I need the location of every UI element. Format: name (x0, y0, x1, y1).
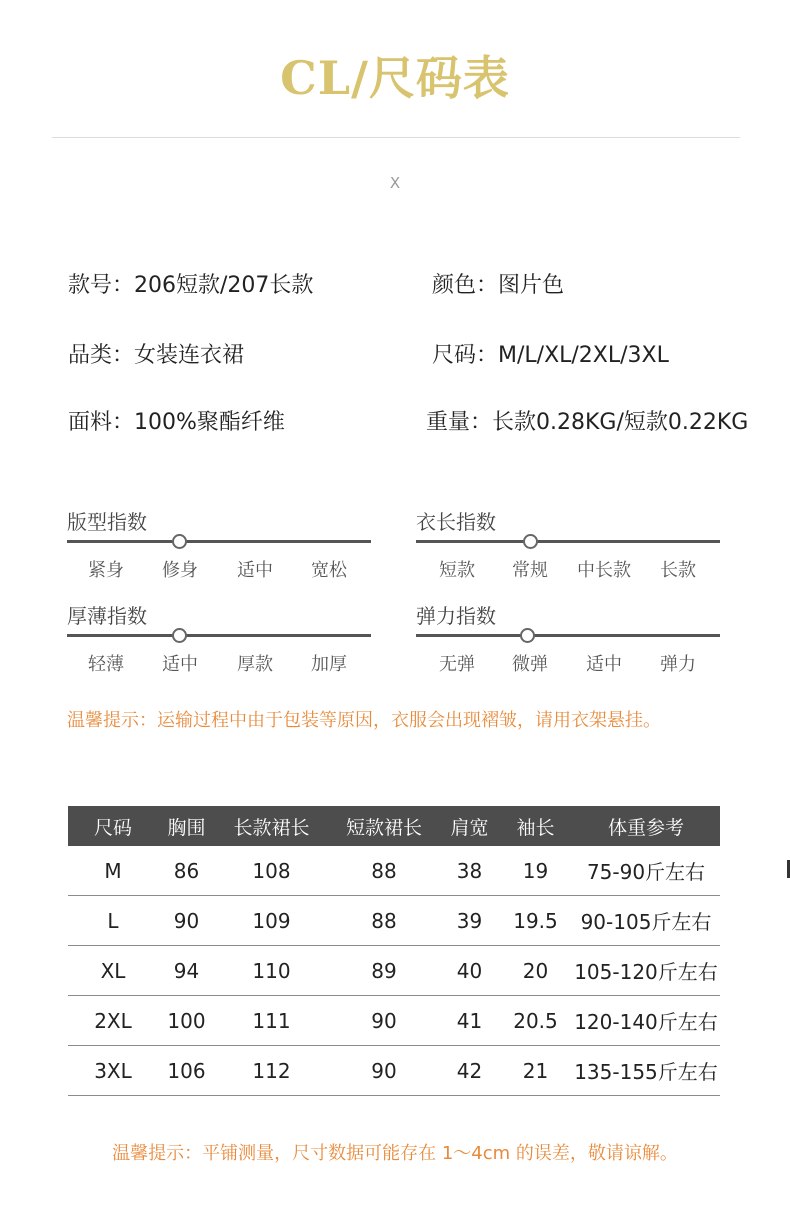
table-cell: 88 (328, 846, 440, 896)
column-header: 尺码 (68, 806, 158, 846)
table-row (68, 946, 720, 996)
scale-length (416, 506, 720, 586)
table-cell: L (68, 896, 158, 946)
shipping-tip: 温馨提示：运输过程中由于包装等原因，衣服会出现褶皱，请用衣架悬挂。 (67, 710, 661, 731)
scale-label: 弹力 (660, 654, 696, 675)
title-divider (52, 137, 740, 138)
table-cell: 20 (499, 946, 572, 996)
info-fabric: 面料：100%聚酯纤维 (68, 410, 285, 435)
column-header: 袖长 (499, 806, 572, 846)
scale-track (67, 634, 371, 637)
table-row (68, 1046, 720, 1096)
table-cell: 3XL (68, 1046, 158, 1096)
table-cell: 42 (440, 1046, 499, 1096)
table-cell: 94 (158, 946, 215, 996)
table-row (68, 996, 720, 1046)
table-cell: 105-120斤左右 (572, 946, 720, 996)
table-cell: 112 (215, 1046, 328, 1096)
measurement-tip: 温馨提示：平铺测量，尺寸数据可能存在 1～4cm 的误差，敬请谅解。 (112, 1143, 678, 1164)
table-cell: 90 (158, 896, 215, 946)
column-header: 胸围 (158, 806, 215, 846)
scale-title: 厚薄指数 (67, 604, 147, 628)
info-color: 颜色：图片色 (432, 273, 565, 298)
scale-track (416, 634, 720, 637)
column-header: 体重参考 (572, 806, 720, 846)
scale-fit (67, 506, 371, 586)
table-cell: 19 (499, 846, 572, 896)
table-cell: 2XL (68, 996, 158, 1046)
scale-label: 紧身 (88, 560, 124, 581)
table-header-row (68, 806, 720, 846)
scale-track (416, 540, 720, 543)
info-style-no: 款号：206短款/207长款 (68, 273, 314, 298)
scale-label: 适中 (237, 560, 273, 581)
table-cell: 90 (328, 1046, 440, 1096)
column-header: 肩宽 (440, 806, 499, 846)
scale-indicator (172, 628, 187, 643)
table-cell: 100 (158, 996, 215, 1046)
table-cell: 110 (215, 946, 328, 996)
table-cell: 109 (215, 896, 328, 946)
table-cell: 86 (158, 846, 215, 896)
table-cell: 108 (215, 846, 328, 896)
scale-label: 中长款 (577, 560, 631, 581)
table-cell: 111 (215, 996, 328, 1046)
table-row (68, 896, 720, 946)
table-cell: 20.5 (499, 996, 572, 1046)
table-cell: 88 (328, 896, 440, 946)
info-weight: 重量：长款0.28KG/短款0.22KG (426, 410, 749, 435)
table-cell: 38 (440, 846, 499, 896)
scale-label: 修身 (162, 560, 198, 581)
column-header: 短款裙长 (328, 806, 440, 846)
table-cell: 89 (328, 946, 440, 996)
scale-label: 加厚 (311, 654, 347, 675)
info-category: 品类：女装连衣裙 (68, 343, 245, 368)
table-cell: M (68, 846, 158, 896)
scale-label: 厚款 (237, 654, 273, 675)
scale-indicator (172, 534, 187, 549)
table-cell: 106 (158, 1046, 215, 1096)
table-cell: 90 (328, 996, 440, 1046)
scale-title: 版型指数 (67, 510, 147, 534)
size-table (68, 806, 720, 1096)
page-title: CL/尺码表 (280, 51, 510, 105)
scale-label: 宽松 (311, 560, 347, 581)
table-cell: XL (68, 946, 158, 996)
scale-label: 适中 (162, 654, 198, 675)
scale-thickness (67, 600, 371, 680)
scale-label: 无弹 (439, 654, 475, 675)
scale-title: 弹力指数 (416, 604, 496, 628)
table-cell: 21 (499, 1046, 572, 1096)
scale-indicator (520, 628, 535, 643)
scale-label: 微弹 (512, 654, 548, 675)
info-sizes: 尺码：M/L/XL/2XL/3XL (432, 343, 669, 368)
scale-label: 适中 (586, 654, 622, 675)
scale-label: 轻薄 (88, 654, 124, 675)
table-cell: 19.5 (499, 896, 572, 946)
close-mark: X (389, 174, 401, 192)
table-cell: 75-90斤左右 (572, 846, 720, 896)
scale-indicator (523, 534, 538, 549)
scale-title: 衣长指数 (416, 510, 496, 534)
table-cell: 90-105斤左右 (572, 896, 720, 946)
scale-label: 常规 (512, 560, 548, 581)
column-header: 长款裙长 (215, 806, 328, 846)
table-cell: 39 (440, 896, 499, 946)
table-cell: 40 (440, 946, 499, 996)
scale-stretch (416, 600, 720, 680)
scale-label: 短款 (439, 560, 475, 581)
scale-track (67, 540, 371, 543)
table-cell: 41 (440, 996, 499, 1046)
table-cell: 120-140斤左右 (572, 996, 720, 1046)
table-row (68, 846, 720, 896)
table-cell: 135-155斤左右 (572, 1046, 720, 1096)
scale-label: 长款 (660, 560, 696, 581)
